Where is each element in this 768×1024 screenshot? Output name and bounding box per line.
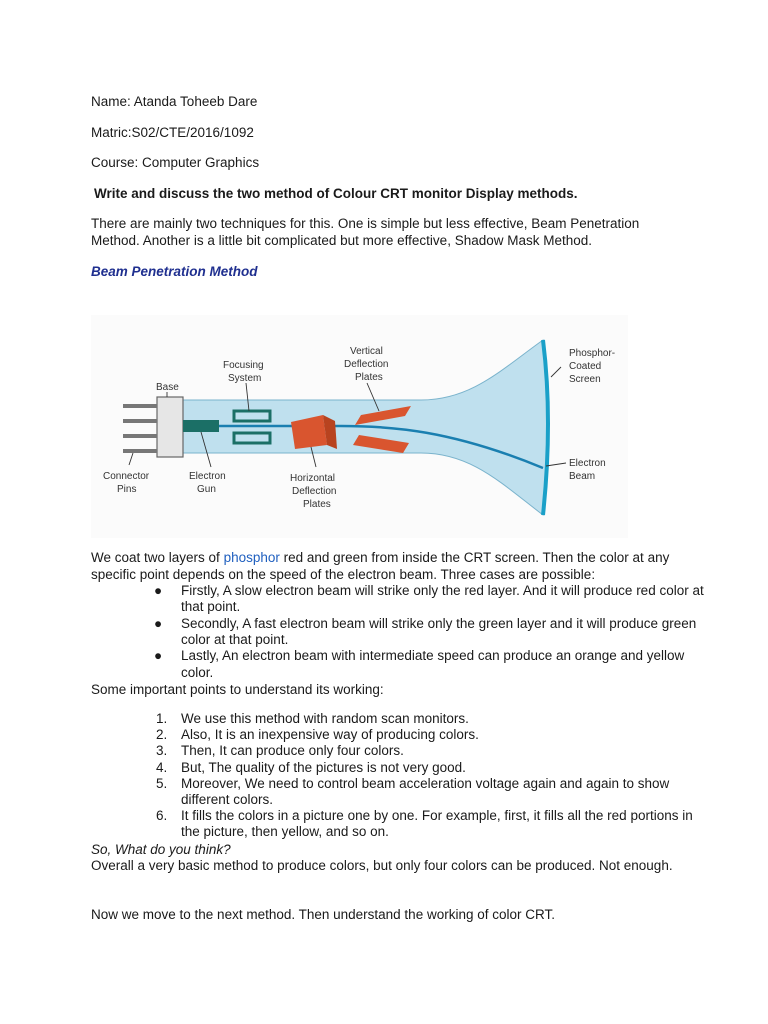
- label-phosphor-3: Screen: [569, 374, 601, 385]
- label-vertical-3: Plates: [355, 372, 383, 383]
- label-horizontal-3: Plates: [303, 499, 331, 510]
- label-horizontal-1: Horizontal: [290, 473, 336, 484]
- list-number: 1.: [156, 711, 168, 726]
- label-vertical-1: Vertical: [350, 346, 383, 357]
- list-item: [150, 711, 710, 727]
- question-heading: Write and discuss the two method of Colour CRT monitor Display methods.: [94, 186, 578, 201]
- list-text: But, The quality of the pictures is not very good.: [181, 759, 466, 775]
- list-text: Moreover, We need to control beam acceleration voltage again and again to show different colors.: [181, 775, 670, 808]
- list-text: Then, It can produce only four colors.: [181, 743, 404, 759]
- label-beam-2: Beam: [569, 471, 596, 482]
- list-number: 4.: [156, 759, 168, 775]
- bullet-dot: ●: [154, 615, 163, 631]
- base-block: [157, 397, 183, 457]
- list-number: 2.: [156, 727, 168, 743]
- intro-paragraph: There are mainly two techniques for this. One is simple but less effective, Beam Penetration Method. Another is a little bit complicated but more effective, Shadow Mask Method.: [91, 216, 640, 248]
- label-base: Base: [156, 382, 179, 393]
- list-item: [150, 760, 710, 776]
- phosphor-paragraph: [91, 550, 691, 583]
- matric-number: Matric:S02/CTE/2016/1092: [91, 125, 254, 140]
- bullet-text: Lastly, An electron beam with intermediate speed can produce an orange and yellow color.: [181, 648, 685, 680]
- list-item: [150, 808, 710, 840]
- list-item: [150, 583, 710, 615]
- label-focusing-2: System: [228, 373, 262, 384]
- label-gun-2: Gun: [197, 484, 216, 495]
- label-beam-1: Electron: [569, 458, 606, 469]
- phosphor-paragraph-start: We coat two layers of: [91, 550, 224, 565]
- list-text: We use this method with random scan monitors.: [181, 711, 469, 726]
- electron-gun: [183, 420, 219, 432]
- important-points-list: [150, 711, 710, 841]
- list-number: 6.: [156, 808, 168, 824]
- list-number: 5.: [156, 775, 168, 791]
- label-connector-1: Connector: [103, 471, 150, 482]
- bullet-text: Secondly, A fast electron beam will strike only the green layer and it will produce green color at that point.: [181, 615, 697, 647]
- phosphor-paragraph-end: red and green from inside the CRT screen. Then the color at any specific point depends on the speed of the electron beam. Three cases are possible:: [91, 550, 670, 582]
- bullet-dot: ●: [154, 648, 163, 664]
- phosphor-link[interactable]: phosphor: [223, 550, 280, 565]
- label-phosphor-1: Phosphor-: [569, 348, 616, 359]
- label-vertical-2: Deflection: [344, 359, 389, 370]
- crt-diagram: [91, 315, 628, 538]
- label-gun-1: Electron: [189, 471, 226, 482]
- rhetorical-question: So, What do you think?: [91, 842, 231, 857]
- next-method-paragraph: Now we move to the next method. Then understand the working of color CRT.: [91, 907, 555, 922]
- course-title: Course: Computer Graphics: [91, 155, 260, 170]
- label-phosphor-2: Coated: [569, 361, 602, 372]
- list-item: [150, 776, 710, 808]
- list-item: [150, 727, 710, 743]
- student-name: Name: Atanda Toheeb Dare: [91, 94, 258, 109]
- label-focusing-1: Focusing: [223, 360, 264, 371]
- bullet-text: Firstly, A slow electron beam will strike only the red layer. And it will produce red color at that point.: [181, 583, 704, 615]
- list-text: It fills the colors in a picture one by one. For example, first, it fills all the red portions in the picture, then yellow, and so on.: [181, 808, 693, 840]
- speed-cases-list: [150, 583, 710, 681]
- list-item: [150, 743, 710, 759]
- overall-paragraph: Overall a very basic method to produce colors, but only four colors can be produced. Not enough.: [91, 858, 673, 873]
- section-heading: Beam Penetration Method: [91, 264, 258, 279]
- list-item: [150, 648, 710, 680]
- label-connector-2: Pins: [117, 484, 137, 495]
- list-text: Also, It is an inexpensive way of producing colors.: [181, 727, 479, 743]
- list-number: 3.: [156, 743, 168, 759]
- points-intro: Some important points to understand its working:: [91, 682, 384, 697]
- label-horizontal-2: Deflection: [292, 486, 337, 497]
- bullet-dot: ●: [154, 583, 163, 598]
- list-item: [150, 616, 710, 648]
